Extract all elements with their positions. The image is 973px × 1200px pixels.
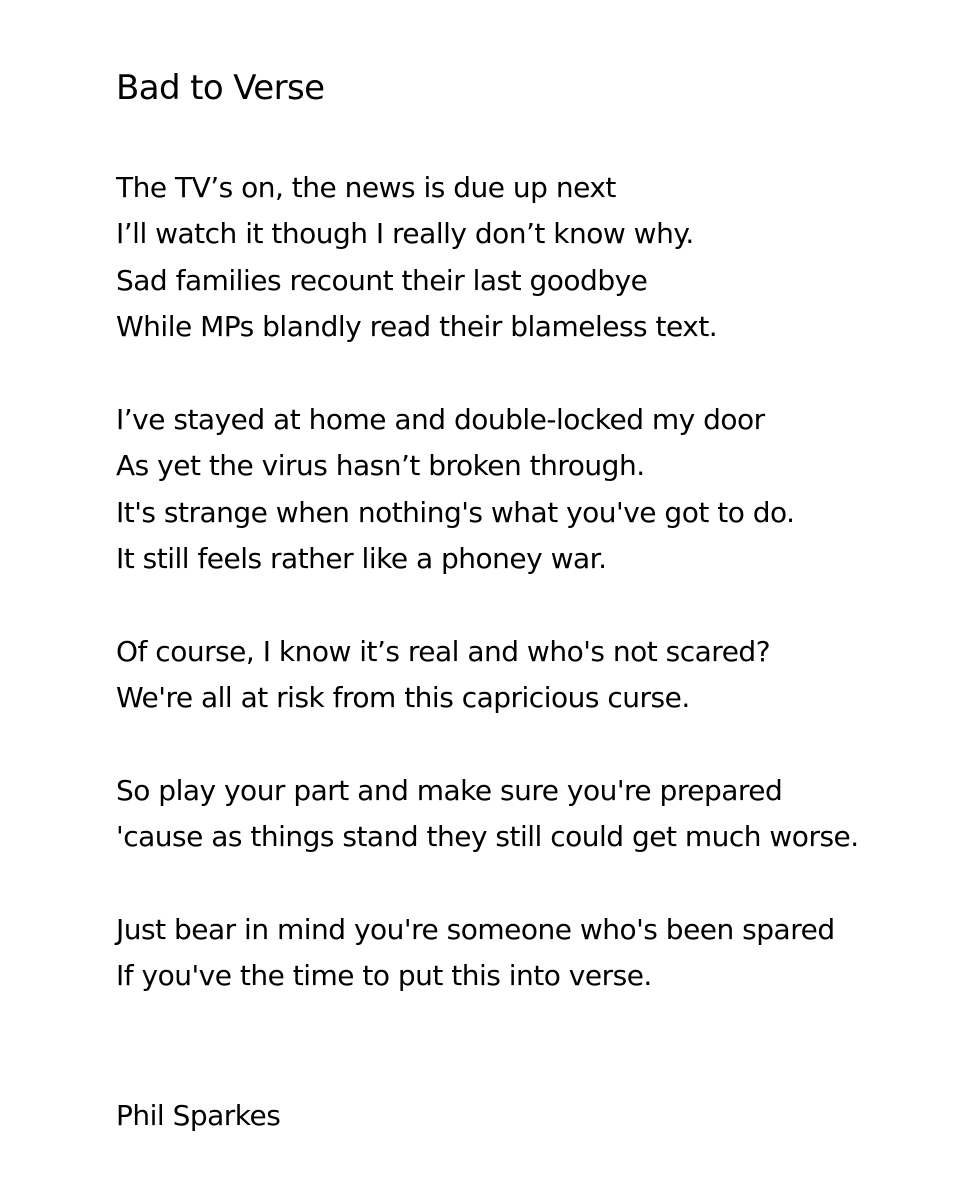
stanza-4 xyxy=(116,768,859,861)
poem-line: It's strange when nothing's what you've got to do. xyxy=(116,495,795,529)
poem-line: I’ve stayed at home and double-locked my door xyxy=(116,403,765,436)
poem-line: I’ll watch it though I really don’t know why. xyxy=(116,217,694,251)
poem-line: It still feels rather like a phoney war. xyxy=(116,541,607,575)
poem-line: So play your part and make sure you're prepared xyxy=(116,774,783,807)
poem-line: We're all at risk from this capricious curse. xyxy=(116,681,690,715)
poem-line: The TV’s on, the news is due up next xyxy=(116,171,616,204)
poem-author: Phil Sparkes xyxy=(116,1099,281,1132)
poem-line: Of course, I know it’s real and who's not scared? xyxy=(116,635,771,668)
stanza-2 xyxy=(116,397,795,582)
poem-line: If you've the time to put this into verse. xyxy=(116,959,652,993)
poem-line: Just bear in mind you're someone who's been spared xyxy=(116,913,835,946)
poem-line: Sad families recount their last goodbye xyxy=(116,263,648,297)
stanza-1 xyxy=(116,165,717,350)
poem-line: While MPs blandly read their blameless text. xyxy=(116,309,718,343)
stanza-5 xyxy=(116,907,835,1000)
poem-title: Bad to Verse xyxy=(116,68,325,108)
poem-line: As yet the virus hasn’t broken through. xyxy=(116,449,645,483)
stanza-3 xyxy=(116,629,770,722)
poem-line: 'cause as things stand they still could get much worse. xyxy=(116,820,859,854)
